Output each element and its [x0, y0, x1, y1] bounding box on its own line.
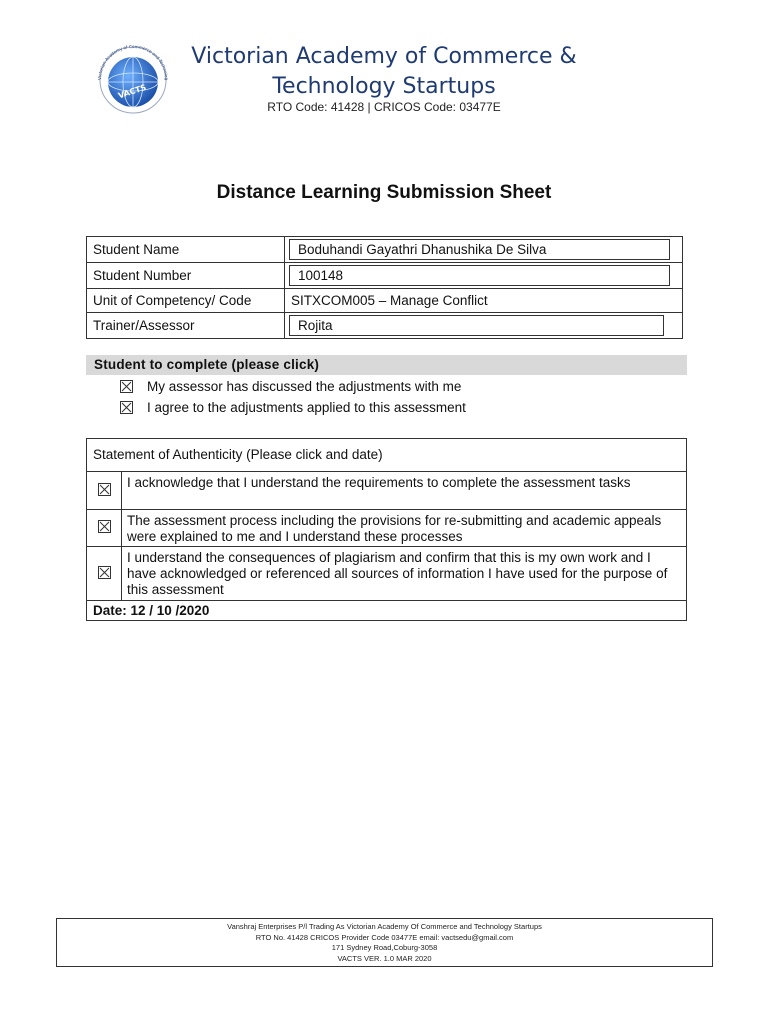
footer-version-line: VACTS VER. 1.0 MAR 2020	[337, 953, 432, 963]
plagiarism-statement: I understand the consequences of plagiarism and confirm that this is my own work and I have acknowledged or referenced all sources of information I have used for the purpose of this assessment	[122, 547, 687, 601]
authenticity-row	[87, 472, 687, 510]
appeals-checkbox[interactable]	[98, 520, 111, 533]
acknowledge-statement: I acknowledge that I understand the requirements to complete the assessment tasks	[122, 472, 687, 510]
authenticity-row	[87, 510, 687, 547]
student-info-table	[86, 236, 683, 339]
logo-text: VACTS	[117, 82, 148, 101]
authenticity-table	[86, 438, 687, 621]
unit-label: Unit of Competency/ Code	[87, 289, 285, 313]
student-name-row	[87, 237, 683, 263]
org-title-line1: Victorian Academy of Commerce &	[191, 44, 577, 69]
student-name-label: Student Name	[87, 237, 285, 263]
trainer-row	[87, 313, 683, 339]
submission-date[interactable]: Date: 12 / 10 /2020	[87, 601, 687, 621]
student-number-row	[87, 263, 683, 289]
student-complete-heading: Student to complete (please click)	[86, 355, 687, 375]
trainer-field[interactable]: Rojita	[289, 315, 664, 336]
unit-value: SITXCOM005 – Manage Conflict	[285, 289, 683, 313]
adjustments-agree-label: I agree to the adjustments applied to this assessment	[147, 400, 466, 415]
acknowledge-checkbox[interactable]	[98, 483, 111, 496]
footer-rto-line: RTO No. 41428 CRICOS Provider Code 03477E email: vactsedu@gmail.com	[255, 932, 514, 942]
footer-address-line: 171 Sydney Road,Coburg-3058	[331, 943, 438, 952]
adjustments-discussed-checkbox[interactable]	[120, 380, 133, 393]
authenticity-heading: Statement of Authenticity (Please click and date)	[87, 439, 687, 472]
appeals-statement: The assessment process including the provisions for re-submitting and academic appeals were explained to me and I understand these processes	[122, 510, 687, 547]
student-name-field[interactable]: Boduhandi Gayathri Dhanushika De Silva	[289, 239, 670, 260]
unit-row	[87, 289, 683, 313]
page-footer	[56, 918, 713, 967]
trainer-label: Trainer/Assessor	[87, 313, 285, 339]
authenticity-row	[87, 547, 687, 601]
rto-codes: RTO Code: 41428 | CRICOS Code: 03477E	[267, 100, 501, 114]
adjustments-discussed-label: My assessor has discussed the adjustments with me	[147, 379, 462, 394]
adjustments-agree-checkbox[interactable]	[120, 401, 133, 414]
adjustments-agree-row	[120, 400, 466, 415]
plagiarism-checkbox[interactable]	[98, 566, 111, 579]
org-title-line2: Technology Startups	[272, 74, 496, 99]
document-title: Distance Learning Submission Sheet	[216, 182, 552, 203]
org-title	[160, 42, 608, 102]
student-number-field[interactable]: 100148	[289, 265, 670, 286]
logo-ring-text: Victorian Academy of Commerce and Technolog	[96, 43, 170, 81]
student-number-label: Student Number	[87, 263, 285, 289]
footer-company-line: Vanshraj Enterprises P/l Trading As Victorian Academy Of Commerce and Technology Startups	[227, 922, 542, 931]
adjustments-discussed-row	[120, 379, 461, 394]
